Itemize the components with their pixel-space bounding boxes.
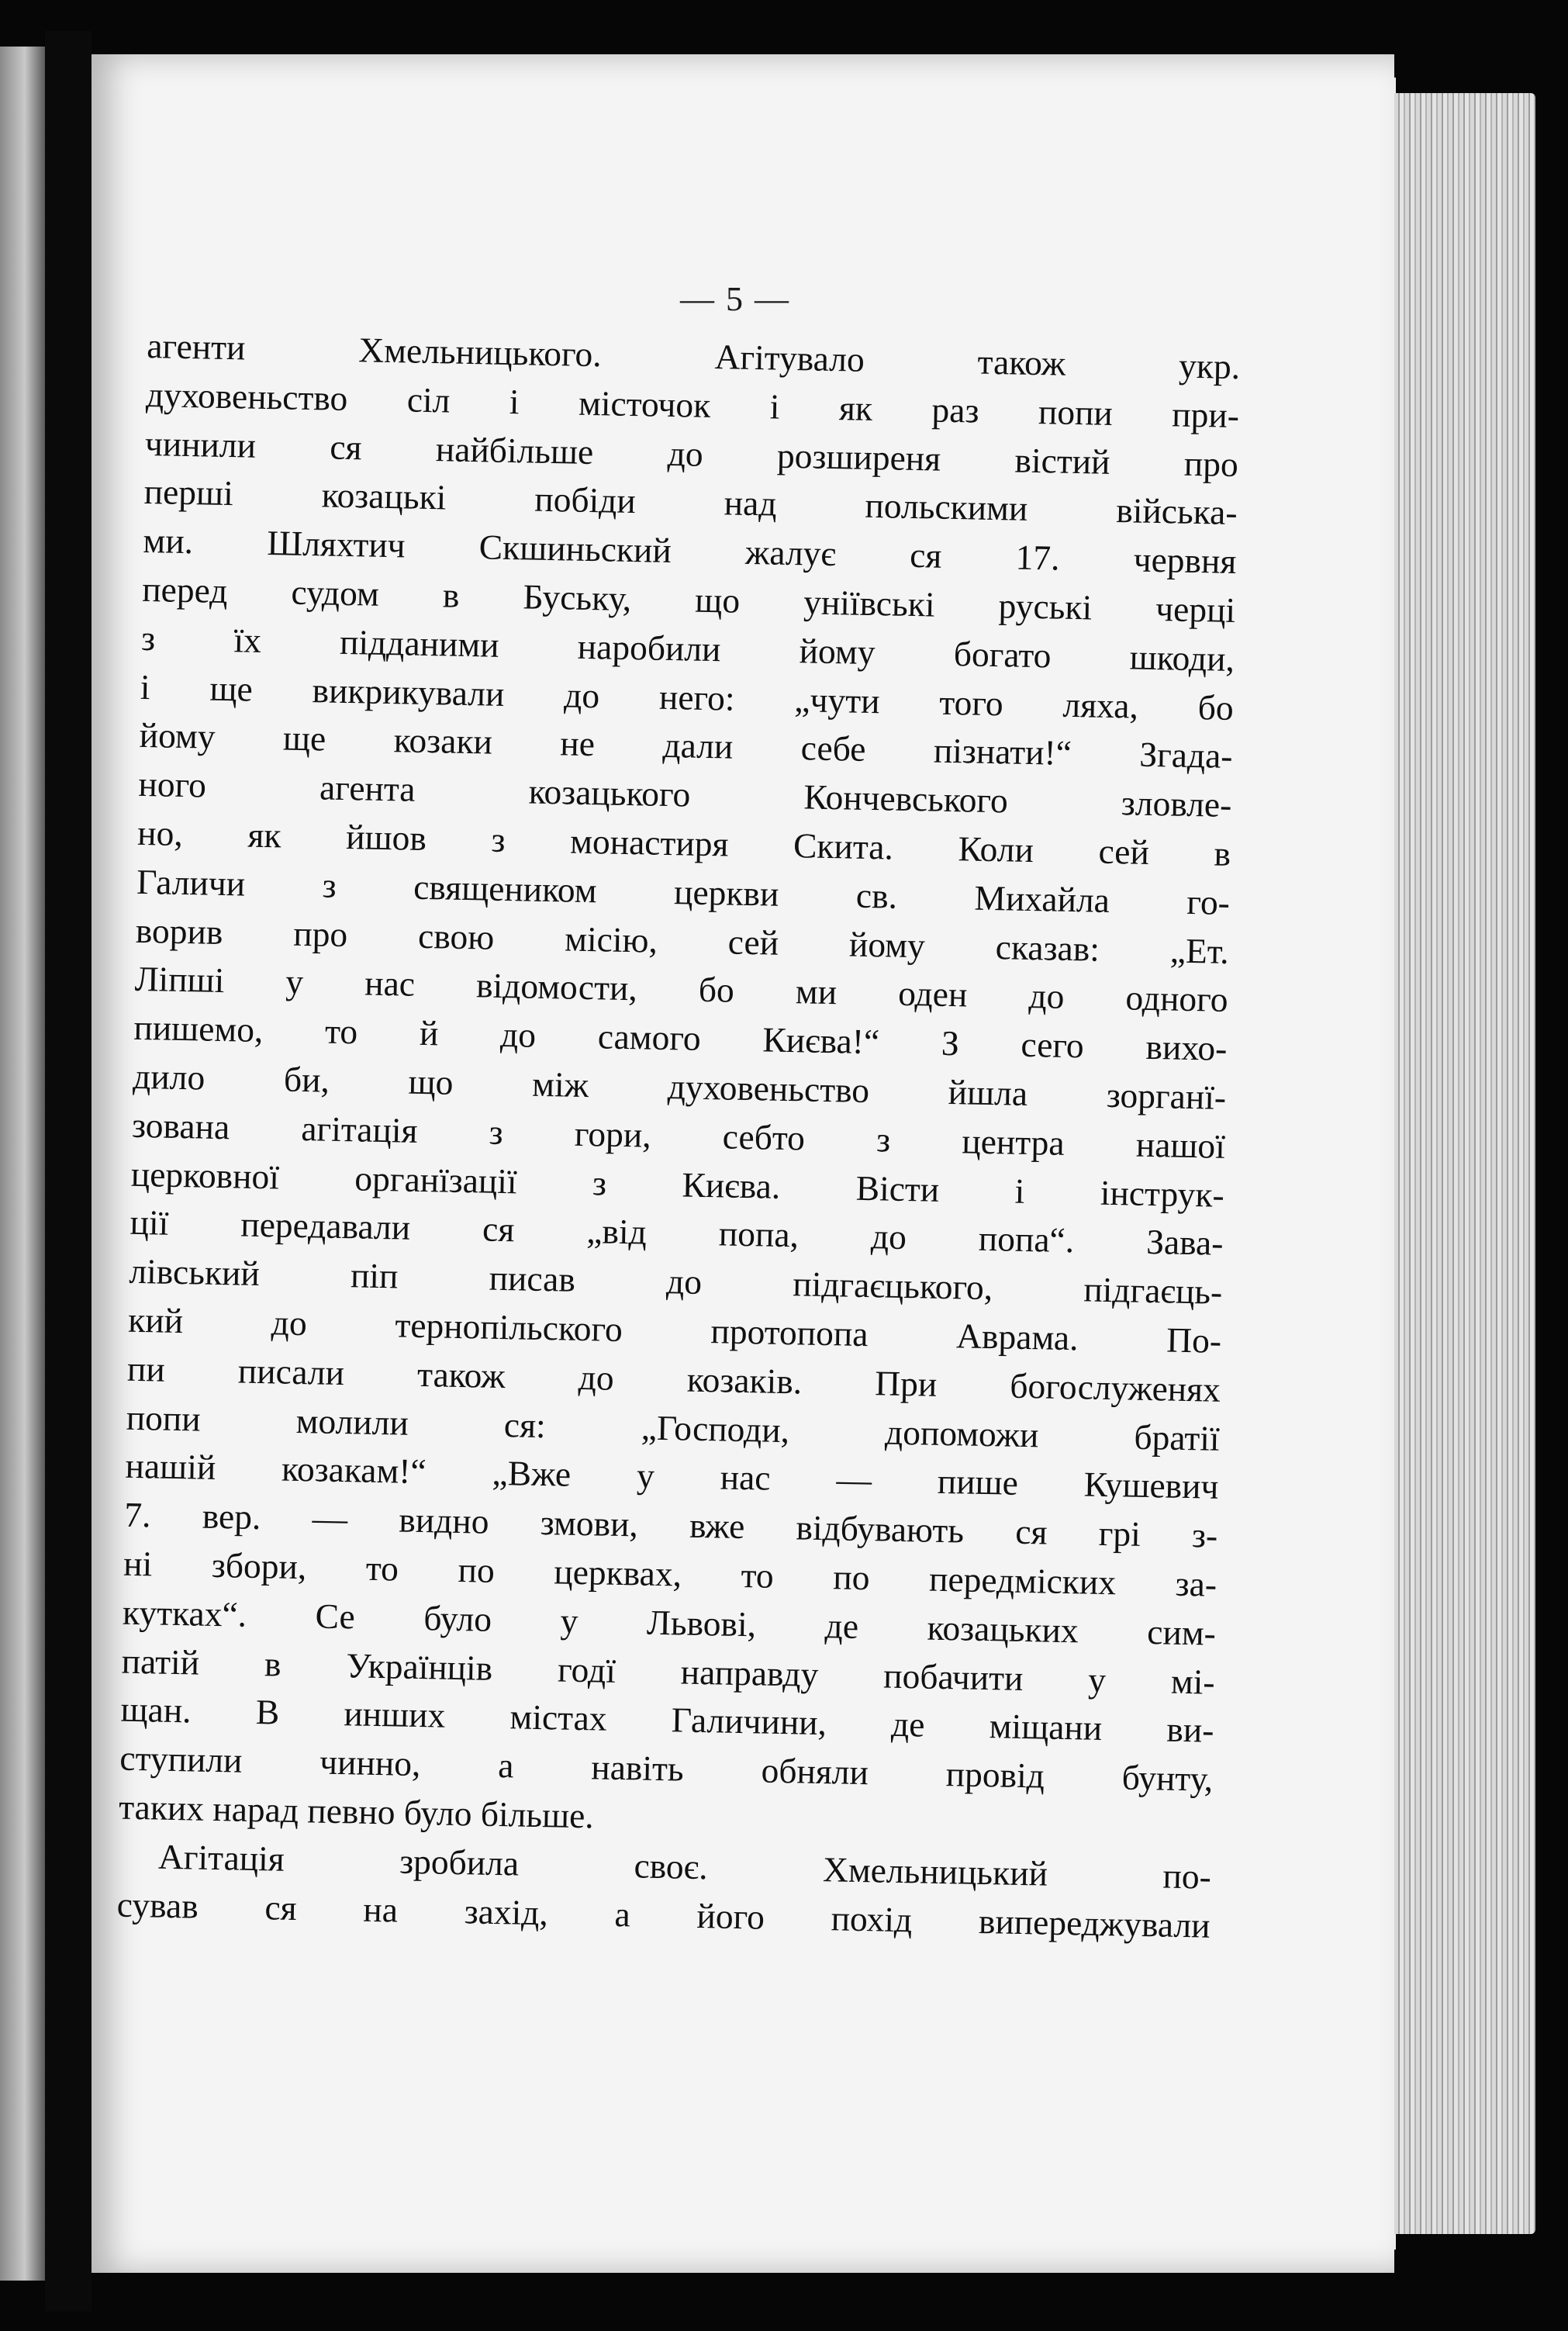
text-line: 7. вер. — видно змови, вже відбувають ся грі з- bbox=[123, 1494, 1218, 1555]
text-line: ного агента козацького Кончевського зловле- bbox=[138, 764, 1232, 825]
book-page bbox=[92, 54, 1394, 2273]
paragraph-1 bbox=[119, 322, 1241, 1852]
text-line: ворив про свою місію, сей йому сказав: „Ет. bbox=[135, 910, 1230, 971]
text-line: ції передавали ся „від попа, до попа“. Зава- bbox=[130, 1202, 1224, 1264]
text-line: нашій козакам!“ „Вже у нас — пише Кушевич bbox=[125, 1446, 1219, 1507]
text-line: ні збори, то по церквах, то по передміских за- bbox=[123, 1543, 1217, 1604]
text-line: таких нарад певно було більше. bbox=[118, 1786, 595, 1836]
text-line: з їх підданими наробили йому богато шкоди, bbox=[140, 617, 1235, 679]
text-line: чинили ся найбільше до розширеня вістий про bbox=[144, 423, 1239, 484]
text-line: духовеньство сіл і місточок і як раз попи при- bbox=[145, 374, 1240, 435]
previous-page-edge bbox=[0, 47, 45, 2281]
text-line: ступили чинно, а навіть обняли провід бунту, bbox=[119, 1738, 1214, 1799]
text-line: но, як йшов з монастиря Скита. Коли сей в bbox=[136, 812, 1231, 873]
text-line: пи писали також до козаків. При богослуженях bbox=[126, 1348, 1221, 1409]
text-line: патій в Українців годї направду побачити у мі- bbox=[121, 1641, 1216, 1702]
text-line: кутках“. Се було у Львові, де козацьких сим- bbox=[122, 1592, 1217, 1653]
text-line: сував ся на захід, а його похід випереджували bbox=[116, 1884, 1211, 1945]
text-line: агенти Хмельницького. Агітувало також укр. bbox=[146, 325, 1241, 387]
text-line: перші козацькі побіди над польскими війська- bbox=[143, 472, 1238, 533]
text-line: Агітація зробила своє. Хмельницький по- bbox=[157, 1836, 1212, 1897]
book-spine-gap bbox=[45, 31, 92, 2312]
page-number: — 5 — bbox=[680, 280, 790, 318]
stacked-page-edges bbox=[1373, 93, 1535, 2234]
text-line: ми. Шляхтич Скшиньский жалує ся 17. червня bbox=[143, 520, 1237, 582]
text-line: йому ще козаки не дали себе пізнати!“ Згада- bbox=[139, 715, 1233, 776]
text-line: церковної органїзації з Києва. Вісти і інструк- bbox=[130, 1153, 1225, 1215]
text-line: кий до тернопільского протопопа Аврама. По- bbox=[127, 1299, 1222, 1361]
body-text bbox=[116, 322, 1241, 1950]
paragraph-2 bbox=[116, 1831, 1211, 1950]
text-line: перед судом в Буську, що уніївські руські черці bbox=[141, 569, 1236, 630]
text-line: і ще викрикували до него: „чути того ляха, бо bbox=[140, 666, 1235, 728]
text-line: зована агітація з гори, себто з центра нашої bbox=[131, 1105, 1226, 1166]
text-line: пишемо, то й до самого Києва!“ З сего вихо- bbox=[133, 1007, 1228, 1069]
text-line: Ліпші у нас відомости, бо ми оден до одного bbox=[134, 959, 1228, 1020]
text-line: дило би, що між духовеньство йшла зорганї- bbox=[132, 1056, 1227, 1117]
text-line: попи молили ся: „Господи, допоможи братії bbox=[126, 1397, 1221, 1458]
text-line: щан. В инших містах Галичини, де міщани ви- bbox=[120, 1689, 1214, 1751]
text-line: Галичи з священиком церкви св. Михайла го- bbox=[136, 861, 1231, 922]
text-line: лівський піп писав до підгаєцького, підгаєць- bbox=[129, 1250, 1223, 1312]
